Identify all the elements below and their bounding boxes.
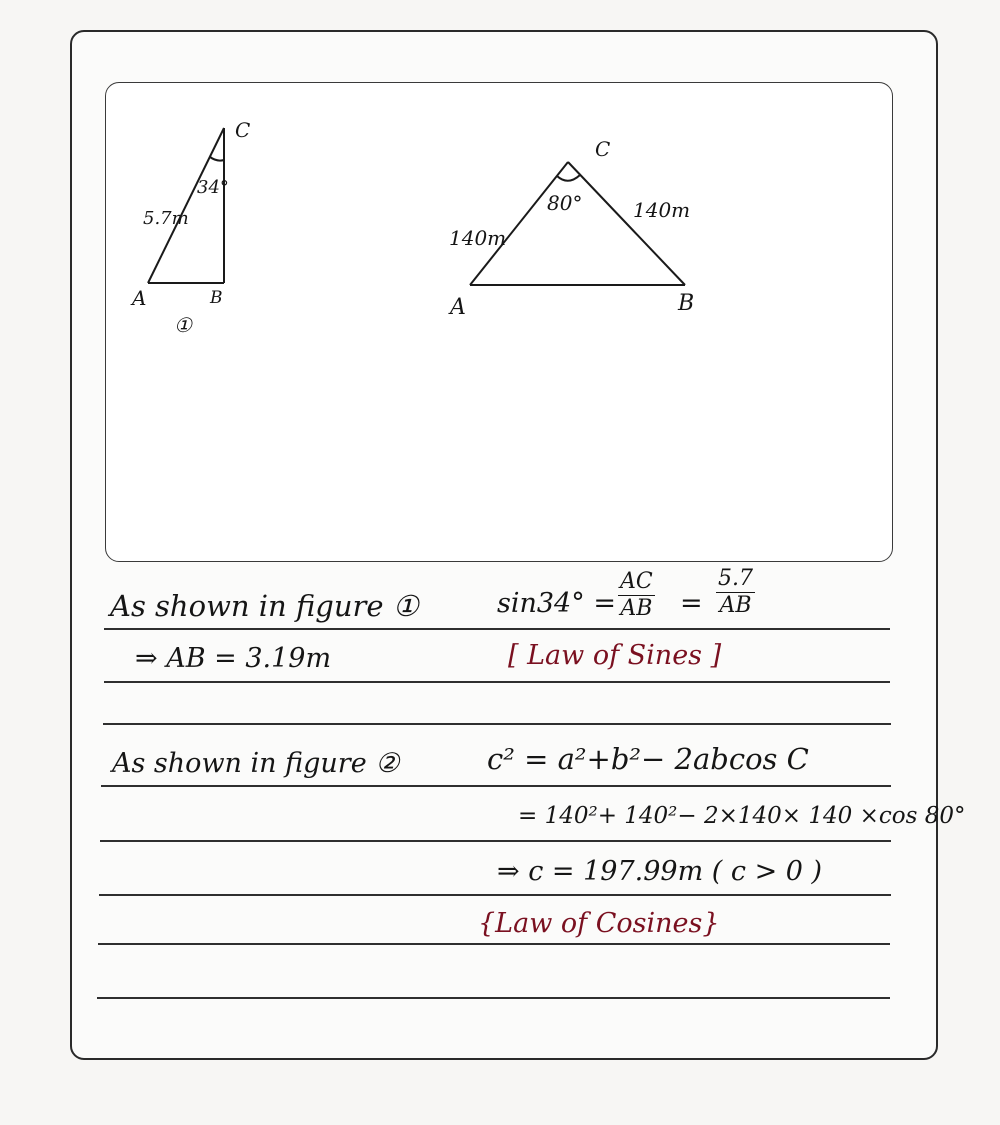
solution1-fraction-ac-ab <box>618 571 655 620</box>
fig1-label-c: C <box>235 118 251 142</box>
fig2-label-angle: 80° <box>547 191 583 215</box>
solution1-intro: As shown in figure ① <box>110 589 419 623</box>
fraction-denominator: AB <box>719 593 752 618</box>
fig2-label-side-bc: 140m <box>633 198 691 222</box>
ruled-line <box>103 723 891 725</box>
fig1-label-side-ac: 5.7m <box>143 208 189 229</box>
ruled-line <box>98 943 890 945</box>
fraction-denominator: AB <box>620 596 653 621</box>
fig1-label-b: B <box>210 288 223 308</box>
ruled-line <box>104 628 890 630</box>
solution1-equals: = <box>680 588 703 619</box>
ruled-line <box>100 840 891 842</box>
solution1-law-note: [ Law of Sines ] <box>508 640 722 671</box>
figure-2 <box>470 162 685 285</box>
figure-1 <box>148 128 224 283</box>
fig2-angle-arc <box>557 175 580 181</box>
solution1-result: ⇒ AB = 3.19m <box>135 643 332 674</box>
fig1-label-angle: 34° <box>197 177 229 198</box>
fig2-side-ac <box>470 162 568 285</box>
ruled-line <box>97 997 890 999</box>
ruled-line <box>104 681 890 683</box>
fig2-side-bc <box>568 162 685 285</box>
solution2-law-note: {Law of Cosines} <box>478 908 720 939</box>
fraction-numerator: AC <box>620 569 653 594</box>
fig2-label-b: B <box>678 291 695 316</box>
fig2-label-a: A <box>450 295 466 320</box>
fig1-side-ac <box>148 128 224 283</box>
solution2-formula: c² = a²+b²− 2abcos C <box>487 742 809 776</box>
solution1-equation-lhs: sin34° = <box>497 588 616 619</box>
fig1-number: ① <box>174 313 192 337</box>
fig1-angle-arc <box>210 157 224 161</box>
ruled-line <box>101 785 891 787</box>
fig1-label-a: A <box>132 286 147 310</box>
solution2-intro: As shown in figure ② <box>112 748 400 779</box>
solution2-result: ⇒ c = 197.99m ( c > 0 ) <box>497 856 823 887</box>
ruled-line <box>99 894 891 896</box>
fig2-label-c: C <box>595 137 611 161</box>
fraction-numerator: 5.7 <box>718 566 753 591</box>
fig2-label-side-ac: 140m <box>449 226 507 250</box>
solution2-substitution: = 140²+ 140²− 2×140× 140 ×cos 80° <box>518 803 966 829</box>
solution1-fraction-57-ab <box>716 568 755 617</box>
